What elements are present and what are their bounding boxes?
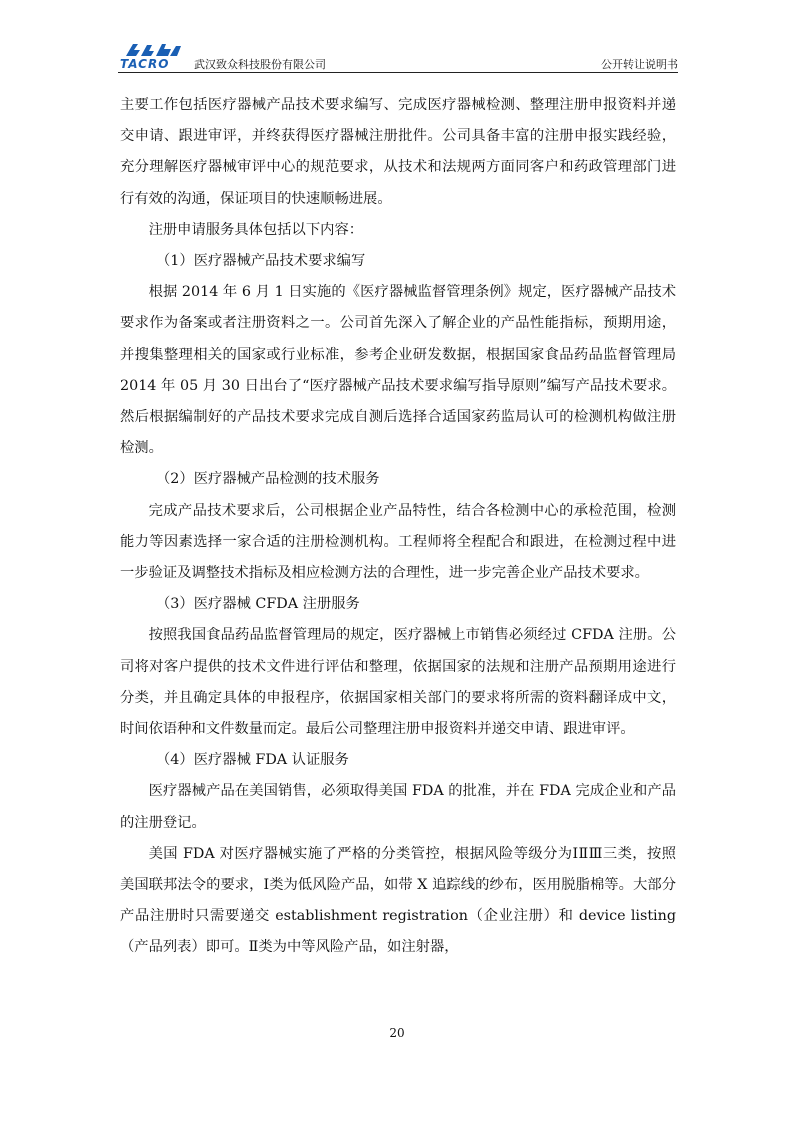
paragraph: 根据 2014 年 6 月 1 日实施的《医疗器械监督管理条例》规定，医疗器械产品技术要求作为备案或者注册资料之一。公司首先深入了解企业的产品性能指标，预期用途，并搜集整理相关的国家或行业标准，参考企业研发数据，根据国家食品药品监督管理局 2014 年 05 月 30 日出台了“医疗器械产品技术要求编写指导原则”编写产品技术要求。然后根据编制好的产品技术要求完成自测后选择合适国家药监局认可的检测机构做注册检测。 bbox=[120, 284, 676, 457]
paragraph: 注册申请服务具体包括以下内容： bbox=[148, 221, 364, 238]
paragraph: 主要工作包括医疗器械产品技术要求编写、完成医疗器械检测、整理注册申报资料并递交申请、跟进审评，并终获得医疗器械注册批件。公司具备丰富的注册申报实践经验，充分理解医疗器械审评中心的规范要求，从技术和法规两方面同客户和药政管理部门进行有效的沟通，保证项目的快速顺畅进展。 bbox=[120, 97, 676, 207]
section-heading: （1）医疗器械产品技术要求编写 bbox=[156, 253, 366, 270]
company-logo bbox=[120, 42, 186, 70]
body-content bbox=[120, 90, 676, 964]
page-number: 20 bbox=[389, 1026, 405, 1040]
section-heading: （3）医疗器械 CFDA 注册服务 bbox=[156, 596, 360, 613]
document-title: 公开转让说明书 bbox=[601, 58, 678, 71]
paragraph: 完成产品技术要求后，公司根据企业产品特性，结合各检测中心的承检范围，检测能力等因素选择一家合适的注册检测机构。工程师将全程配合和跟进，在检测过程中进一步验证及调整技术指标及相应检测方法的合理性，进一步完善企业产品技术要求。 bbox=[120, 502, 676, 582]
company-name: 武汉致众科技股份有限公司 bbox=[194, 58, 326, 71]
logo-mark-icon bbox=[124, 42, 182, 58]
paragraph: 美国 FDA 对医疗器械实施了严格的分类管控，根据风险等级分为ⅠⅡⅢ三类，按照美国联邦法令的要求，Ⅰ类为低风险产品，如带 X 追踪线的纱布，医用脱脂棉等。大部分产品注册时只需要递交 establishment registration（企业注册）和 device listing（产品列表）即可。Ⅱ类为中等风险产品，如注射器， bbox=[120, 845, 676, 956]
page-header bbox=[118, 40, 678, 72]
logo-text: TACRO bbox=[120, 57, 170, 71]
section-heading: （2）医疗器械产品检测的技术服务 bbox=[156, 471, 380, 488]
paragraph: 医疗器械产品在美国销售，必须取得美国 FDA 的批准，并在 FDA 完成企业和产品的注册登记。 bbox=[120, 783, 676, 831]
section-heading: （4）医疗器械 FDA 认证服务 bbox=[156, 752, 349, 769]
header-divider bbox=[118, 72, 678, 73]
paragraph: 按照我国食品药品监督管理局的规定，医疗器械上市销售必须经过 CFDA 注册。公司将对客户提供的技术文件进行评估和整理，依据国家的法规和注册产品预期用途进行分类，并且确定具体的申报程序，依据国家相关部门的要求将所需的资料翻译成中文，时间依语种和文件数量而定。最后公司整理注册申报资料并递交申请、跟进审评。 bbox=[120, 627, 676, 738]
